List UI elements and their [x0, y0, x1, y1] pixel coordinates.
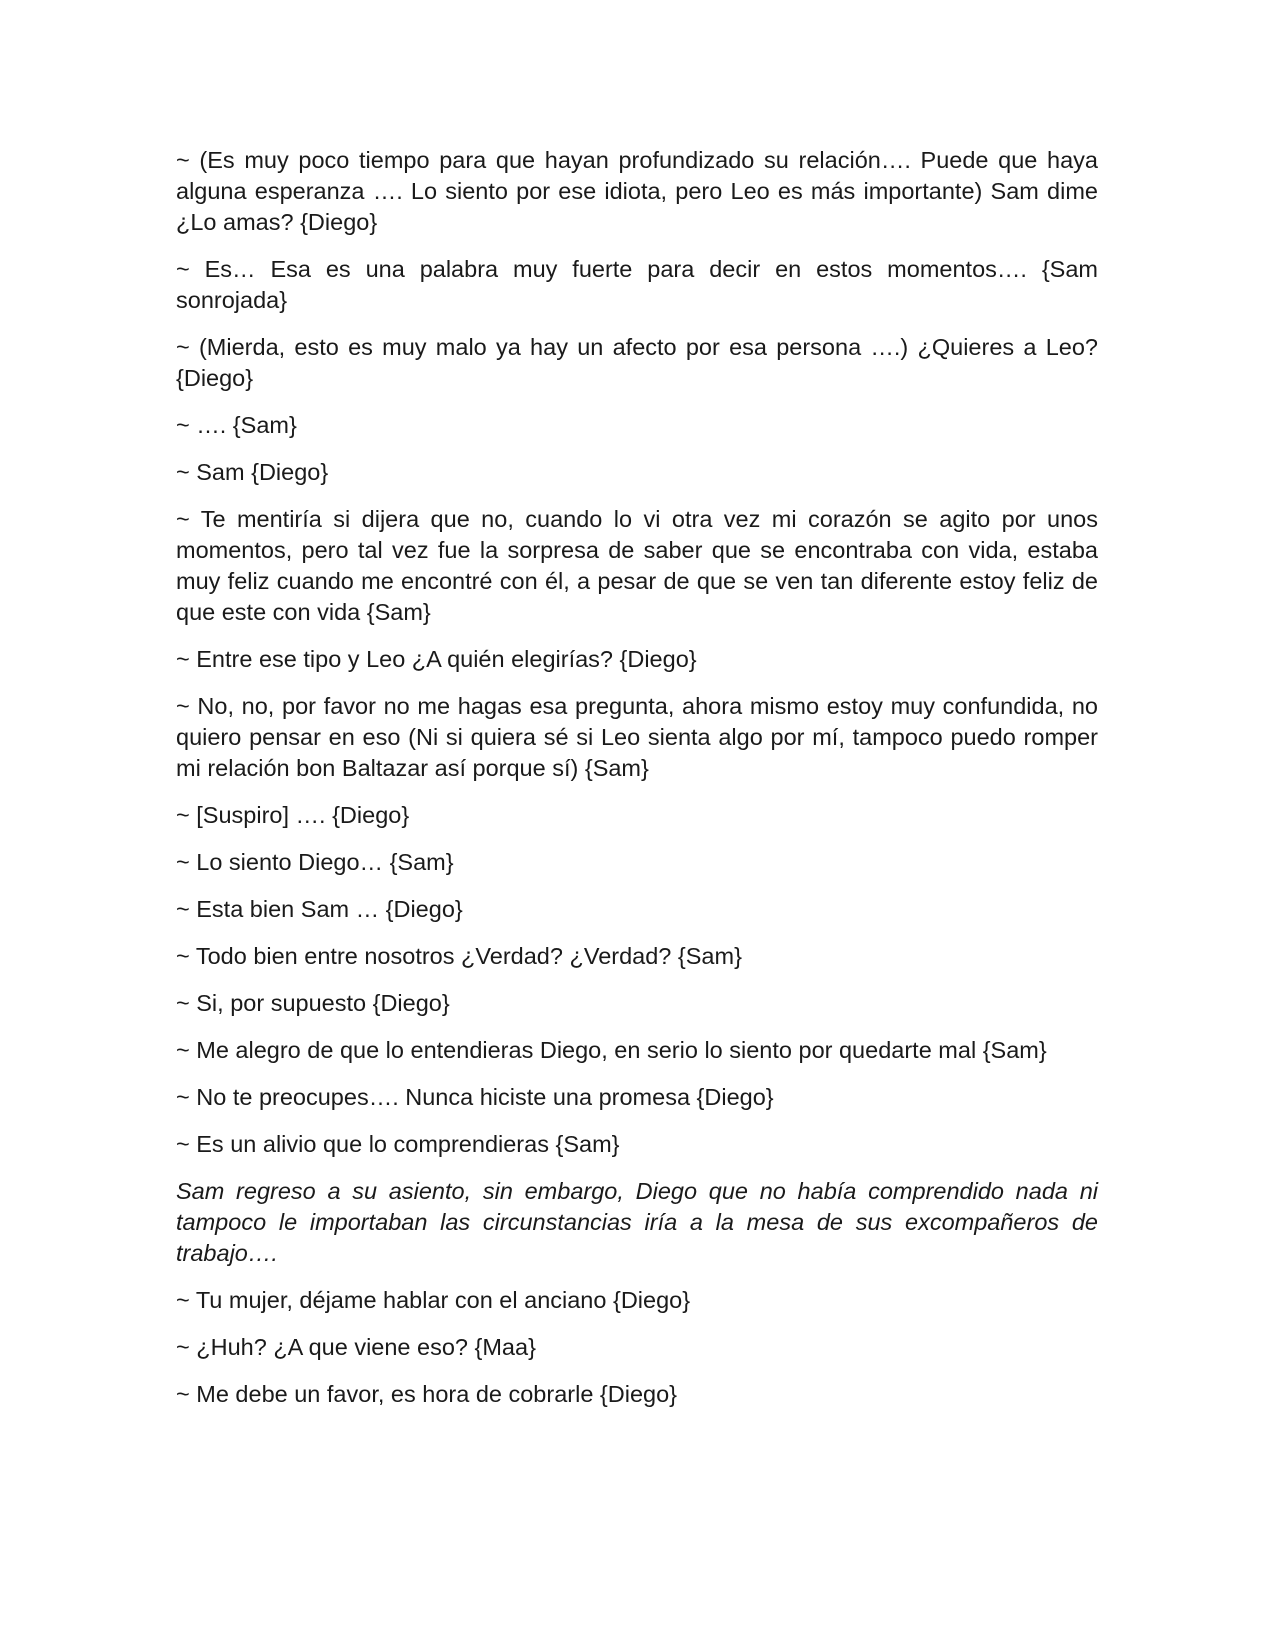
dialogue-paragraph: ~ Entre ese tipo y Leo ¿A quién elegirías? {Diego}: [176, 646, 697, 672]
dialogue-paragraph: ~ Sam {Diego}: [176, 459, 329, 485]
dialogue-paragraph: ~ (Mierda, esto es muy malo ya hay un afecto por esa persona ….) ¿Quieres a Leo? {Diego}: [176, 334, 1098, 391]
dialogue-paragraph: ~ No, no, por favor no me hagas esa pregunta, ahora mismo estoy muy confundida, no quiero pensar en eso (Ni si quiera sé si Leo sienta algo por mí, tampoco puedo romper mi relación bon Baltazar así porque sí) {Sam}: [176, 693, 1098, 781]
dialogue-paragraph: ~ Esta bien Sam … {Diego}: [176, 896, 463, 922]
dialogue-paragraph: ~ Es un alivio que lo comprendieras {Sam}: [176, 1131, 620, 1157]
dialogue-paragraph: ~ Si, por supuesto {Diego}: [176, 990, 450, 1016]
dialogue-paragraph: ~ [Suspiro] …. {Diego}: [176, 802, 410, 828]
dialogue-paragraph: ~ ¿Huh? ¿A que viene eso? {Maa}: [176, 1334, 536, 1360]
dialogue-paragraph: ~ Me debe un favor, es hora de cobrarle {Diego}: [176, 1381, 678, 1407]
dialogue-paragraph: ~ (Es muy poco tiempo para que hayan profundizado su relación…. Puede que haya alguna esperanza …. Lo siento por ese idiota, pero Leo es más importante) Sam dime ¿Lo amas? {Diego}: [176, 147, 1098, 235]
dialogue-paragraph: ~ No te preocupes…. Nunca hiciste una promesa {Diego}: [176, 1084, 774, 1110]
dialogue-paragraph: ~ Lo siento Diego… {Sam}: [176, 849, 454, 875]
dialogue-paragraph: ~ Tu mujer, déjame hablar con el anciano {Diego}: [176, 1287, 691, 1313]
narration-paragraph: Sam regreso a su asiento, sin embargo, Diego que no había comprendido nada ni tampoco le importaban las circunstancias iría a la mesa de sus excompañeros de trabajo….: [176, 1178, 1098, 1266]
dialogue-paragraph: ~ Es… Esa es una palabra muy fuerte para decir en estos momentos…. {Sam sonrojada}: [176, 256, 1098, 313]
dialogue-paragraph: ~ …. {Sam}: [176, 412, 297, 438]
document-body: [176, 145, 1098, 1426]
dialogue-paragraph: ~ Todo bien entre nosotros ¿Verdad? ¿Verdad? {Sam}: [176, 943, 742, 969]
dialogue-paragraph: ~ Te mentiría si dijera que no, cuando lo vi otra vez mi corazón se agito por unos momentos, pero tal vez fue la sorpresa de saber que se encontraba con vida, estaba muy feliz cuando me encontré con él, a pesar de que se ven tan diferente estoy feliz de que este con vida {Sam}: [176, 506, 1098, 625]
dialogue-paragraph: ~ Me alegro de que lo entendieras Diego, en serio lo siento por quedarte mal {Sam}: [176, 1037, 1047, 1063]
